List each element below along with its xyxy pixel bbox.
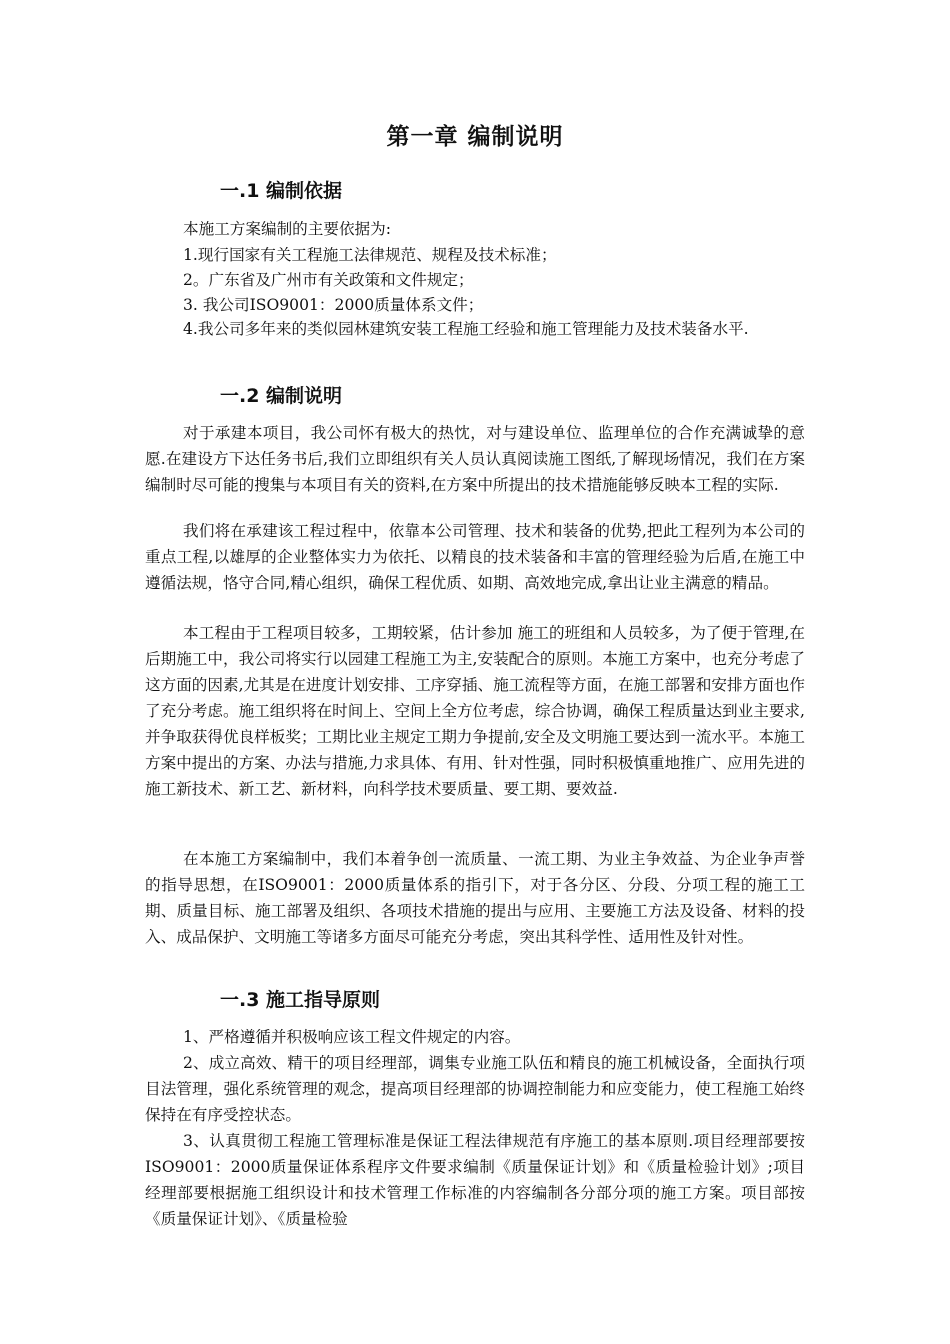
section-heading-3: 一.3 施工指导原则 — [220, 989, 381, 1011]
section-1-item-4: 4.我公司多年来的类似园林建筑安装工程施工经验和施工管理能力及技术装备水平. — [183, 320, 749, 338]
section-3-paragraph-1: 1、严格遵循并积极响应该工程文件规定的内容。 — [183, 1028, 521, 1046]
section-1-intro: 本施工方案编制的主要依据为: — [183, 220, 391, 238]
section-1-item-1: 1.现行国家有关工程施工法律规范、规程及技术标准； — [183, 246, 557, 264]
section-2-paragraph-4: 在本施工方案编制中，我们本着争创一流质量、一流工期、为业主争效益、为企业争声誉的指导思想，在ISO9001：2000质量体系的指引下，对于各分区、分段、分项工程的施工工期、质量目标、施工部署及组织、各项技术措施的提出与应用、主要施工方法及设备、材料的投入、成品保护、文明施工等诸多方面尽可能充分考虑，突出其科学性、适用性及针对性。 — [145, 850, 805, 946]
section-3-paragraph-3: 3、认真贯彻工程施工管理标准是保证工程法律规范有序施工的基本原则.项目经理部要按ISO9001：2000质量保证体系程序文件要求编制《质量保证计划》和《质量检验计划》;项目经理部要根据施工组织设计和技术管理工作标准的内容编制各分部分项的施工方案。项目部按《质量保证计划》、《质量检验 — [145, 1132, 805, 1228]
section-1-item-3: 3. 我公司ISO9001：2000质量体系文件； — [183, 296, 484, 314]
section-2-paragraph-1: 对于承建本项目，我公司怀有极大的热忱，对与建设单位、监理单位的合作充满诚挚的意愿.在建设方下达任务书后,我们立即组织有关人员认真阅读施工图纸,了解现场情况，我们在方案编制时尽可能的搜集与本项目有关的资料,在方案中所提出的技术措施能够反映本工程的实际. — [145, 424, 805, 494]
section-2-paragraph-2: 我们将在承建该工程过程中，依靠本公司管理、技术和装备的优势,把此工程列为本公司的重点工程,以雄厚的企业整体实力为依托、以精良的技术装备和丰富的管理经验为后盾,在施工中遵循法规，恪守合同,精心组织，确保工程优质、如期、高效地完成,拿出让业主满意的精品。 — [145, 522, 805, 592]
chapter-title: 第一章 编制说明 — [386, 124, 564, 150]
section-3-paragraph-2: 2、成立高效、精干的项目经理部，调集专业施工队伍和精良的施工机械设备，全面执行项目法管理，强化系统管理的观念，提高项目经理部的协调控制能力和应变能力，使工程施工始终保持在有序受控状态。 — [145, 1054, 805, 1124]
section-heading-2: 一.2 编制说明 — [220, 385, 343, 407]
section-1-item-2: 2。广东省及广州市有关政策和文件规定； — [183, 271, 474, 289]
section-heading-1: 一.1 编制依据 — [220, 180, 343, 202]
section-2-paragraph-3: 本工程由于工程项目较多，工期较紧，估计参加 施工的班组和人员较多，为了便于管理,在后期施工中，我公司将实行以园建工程施工为主,安装配合的原则。本施工方案中，也充分考虑了这方面的因素,尤其是在进度计划安排、工序穿插、施工流程等方面，在施工部署和安排方面也作了充分考虑。施工组织将在时间上、空间上全方位考虑，综合协调，确保工程质量达到业主要求,并争取获得优良样板奖；工期比业主规定工期力争提前,安全及文明施工要达到一流水平。本施工方案中提出的方案、办法与措施,力求具体、有用、针对性强，同时积极慎重地推广、应用先进的施工新技术、新工艺、新材料，向科学技术要质量、要工期、要效益. — [145, 624, 805, 798]
